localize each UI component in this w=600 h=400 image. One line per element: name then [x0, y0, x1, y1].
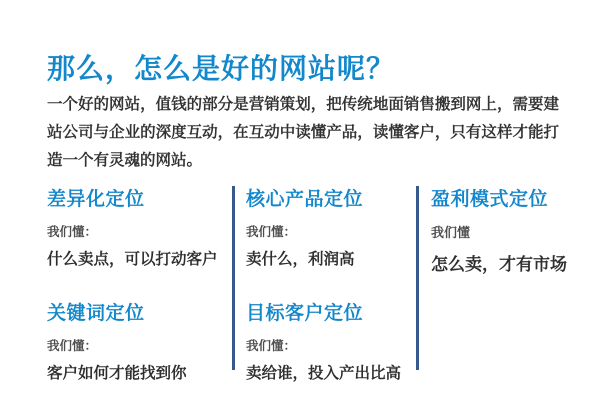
- section-block: [47, 184, 223, 269]
- section-block: [431, 184, 593, 275]
- section-sub-label: 我们懂：: [47, 338, 98, 353]
- section-sub-label: 我们懂：: [246, 338, 297, 353]
- section-heading: 核心产品定位: [246, 188, 364, 210]
- section-sub-label: 我们懂：: [47, 224, 98, 239]
- section-heading: 关键词定位: [47, 302, 145, 324]
- section-description: 卖什么，利润高: [246, 250, 355, 268]
- section-block: [246, 184, 408, 269]
- section-heading: 目标客户定位: [246, 302, 364, 324]
- section-heading: 盈利模式定位: [431, 188, 549, 210]
- section-description: 怎么卖，才有市场: [431, 255, 567, 275]
- section-sub-label: 我们懂: [431, 226, 471, 241]
- column-core-product: [246, 184, 408, 400]
- column-profit-model: [431, 184, 593, 304]
- column-divider: [416, 186, 419, 370]
- page-title: 那么，怎么是好的网站呢？: [47, 51, 396, 85]
- column-divider: [232, 186, 235, 370]
- section-description: 卖给谁，投入产出比高: [246, 364, 402, 382]
- section-sub-label: 我们懂：: [246, 224, 297, 239]
- section-block: [47, 298, 223, 383]
- intro-paragraph: 一个好的网站，值钱的部分是营销策划，把传统地面销售搬到网上，需要建站公司与企业的深度互动，在互动中读懂产品，读懂客户，只有这样才能打造一个有灵魂的网站。: [47, 94, 559, 169]
- section-block: [246, 298, 408, 383]
- section-heading: 差异化定位: [47, 188, 145, 210]
- section-description: 客户如何才能找到你: [47, 364, 187, 382]
- column-differentiation: [47, 184, 223, 400]
- section-description: 什么卖点，可以打动客户: [47, 250, 218, 268]
